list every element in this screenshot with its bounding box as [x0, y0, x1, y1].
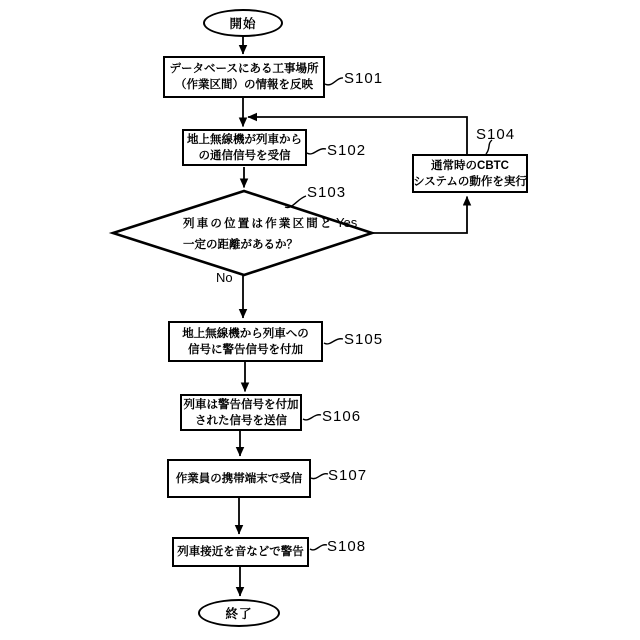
step-text-line: システムの動作を実行 — [413, 175, 527, 188]
step-box-s102 — [182, 129, 307, 166]
step-label-s108: S108 — [327, 538, 367, 555]
step-label-s107: S107 — [328, 467, 368, 484]
yes-label: Yes — [336, 215, 358, 230]
step-text-line: の通信信号を受信 — [198, 149, 291, 162]
step-text-line: データベースにある工事場所 — [169, 63, 319, 75]
step-box-s105 — [168, 321, 323, 362]
start-terminal — [203, 9, 283, 37]
step-text-line: 列車は警告信号を付加 — [183, 398, 299, 411]
decision-text-line2: 一定の距離があるか？ — [183, 239, 298, 251]
decision-text-line1: 列車の位置は作業区間と — [183, 218, 334, 230]
step-box-s104 — [412, 154, 528, 193]
step-text-line: 通常時のCBTC — [431, 159, 509, 172]
decision-diamond-shape — [113, 191, 372, 275]
step-label-s101: S101 — [344, 70, 384, 87]
step-box-s107 — [167, 459, 311, 498]
leader-s102 — [307, 149, 326, 154]
step-box-s106 — [180, 394, 302, 431]
step-label-s103: S103 — [307, 184, 347, 201]
step-text-line: （作業区間）の情報を反映 — [175, 79, 313, 91]
start-label: 開始 — [229, 17, 257, 31]
leader-s107 — [311, 474, 328, 479]
step-text-line: 信号に警告信号を付加 — [188, 343, 303, 356]
end-label: 終了 — [225, 607, 253, 621]
step-label-s104: S104 — [476, 126, 516, 143]
step-box-s101 — [163, 56, 325, 98]
arrow-yes-to-s104 — [372, 197, 467, 234]
step-text-line: 列車接近を音などで警告 — [177, 546, 304, 558]
leader-s108 — [310, 545, 327, 550]
step-box-s108 — [172, 537, 309, 567]
leader-s106 — [303, 415, 321, 420]
step-label-s102: S102 — [327, 142, 367, 159]
no-label: No — [216, 270, 233, 285]
step-label-s105: S105 — [344, 331, 384, 348]
step-text-line: 作業員の携帯端末で受信 — [175, 472, 303, 485]
step-label-s106: S106 — [322, 408, 362, 425]
end-terminal — [198, 599, 280, 627]
leader-s105 — [324, 339, 343, 344]
step-text-line: 地上無線機から列車への — [182, 327, 309, 340]
step-text-line: 地上無線機が列車から — [187, 133, 302, 146]
leader-s101 — [325, 78, 343, 85]
step-text-line: された信号を送信 — [195, 414, 287, 427]
